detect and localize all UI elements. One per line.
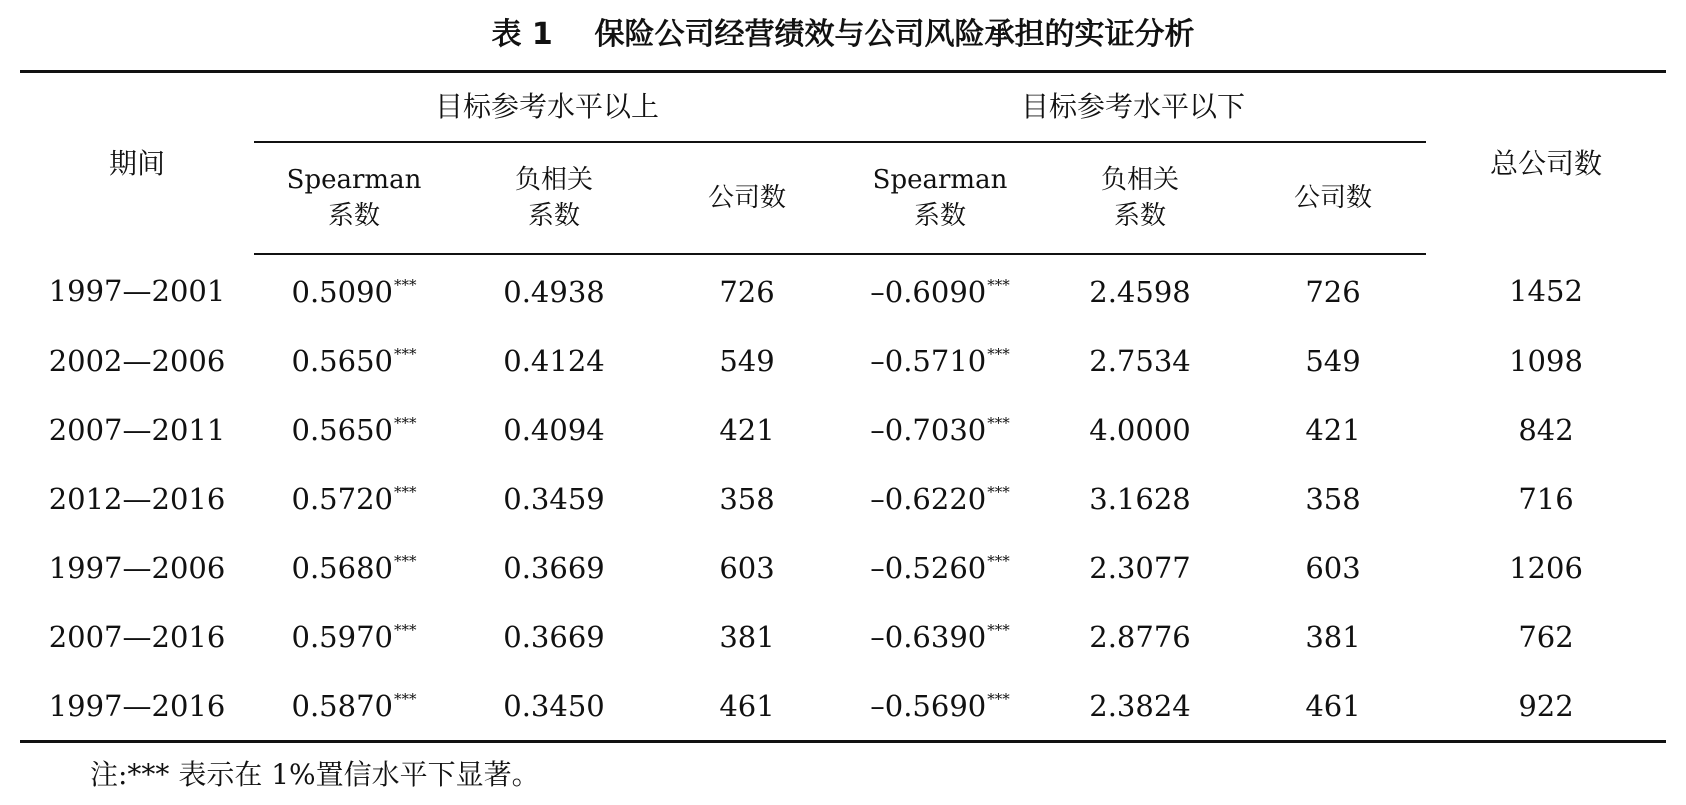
cell-value: –0.5260	[870, 550, 987, 585]
cell-value: 461	[1305, 688, 1361, 723]
cell-value: 0.3459	[503, 481, 605, 516]
cell-value: 2.8776	[1089, 619, 1191, 654]
cell-total	[1426, 464, 1666, 533]
cell-value: 0.3669	[503, 619, 605, 654]
cell-value: 2.3824	[1089, 688, 1191, 723]
cell-value: 842	[1518, 412, 1574, 447]
cell-value: 0.4938	[503, 274, 605, 309]
cell-below-spearman	[840, 533, 1040, 602]
cell-value: 549	[719, 343, 775, 378]
cell-above-count	[654, 533, 840, 602]
cell-below-neg	[1040, 326, 1240, 395]
cell-value: 1997—2006	[48, 550, 226, 585]
cell-below-neg	[1040, 254, 1240, 326]
cell-below-count	[1240, 533, 1426, 602]
cell-period	[20, 464, 254, 533]
header-row-groups	[20, 72, 1666, 143]
cell-value: 0.5680	[291, 550, 393, 585]
period-header-label: 期间	[108, 146, 165, 180]
below-count-label: 公司数	[1293, 183, 1372, 213]
cell-value: –0.5710	[870, 343, 987, 378]
above-spearman-header	[254, 142, 454, 254]
cell-value: –0.5690	[870, 688, 987, 723]
cell-total	[1426, 326, 1666, 395]
cell-below-neg	[1040, 602, 1240, 671]
cell-below-spearman	[840, 602, 1040, 671]
results-table	[20, 70, 1666, 743]
cell-above-count	[654, 464, 840, 533]
table-header	[20, 72, 1666, 255]
cell-above-neg	[454, 326, 654, 395]
below-spearman-line1: Spearman	[872, 165, 1008, 195]
cell-value: 922	[1518, 688, 1574, 723]
table-caption: 表 1 保险公司经营绩效与公司风险承担的实证分析	[491, 17, 1195, 52]
total-header	[1426, 72, 1666, 255]
cell-below-count	[1240, 671, 1426, 742]
cell-value: 0.3669	[503, 550, 605, 585]
cell-above-spearman	[254, 254, 454, 326]
cell-below-count	[1240, 464, 1426, 533]
cell-above-spearman	[254, 533, 454, 602]
cell-value: 0.4124	[503, 343, 605, 378]
cell-period	[20, 395, 254, 464]
cell-value: 716	[1518, 481, 1574, 516]
total-header-label: 总公司数	[1489, 146, 1602, 180]
cell-below-count	[1240, 602, 1426, 671]
cell-above-neg	[454, 602, 654, 671]
cell-value: 603	[1305, 550, 1361, 585]
group-above-label: 目标参考水平以上	[434, 90, 659, 123]
significance-marker: ***	[987, 275, 1010, 294]
cell-value: 381	[1305, 619, 1361, 654]
cell-below-neg	[1040, 395, 1240, 464]
above-count-label: 公司数	[707, 183, 786, 213]
cell-above-spearman	[254, 326, 454, 395]
cell-value: –0.6220	[870, 481, 987, 516]
cell-value: –0.6390	[870, 619, 987, 654]
table-row	[20, 671, 1666, 742]
significance-marker: ***	[393, 551, 417, 570]
below-neg-header	[1040, 142, 1240, 254]
cell-value: 0.5970	[291, 619, 393, 654]
cell-above-count	[654, 254, 840, 326]
above-neg-line2: 系数	[527, 201, 580, 231]
cell-value: 0.5650	[291, 412, 393, 447]
cell-below-spearman	[840, 326, 1040, 395]
cell-below-count	[1240, 254, 1426, 326]
significance-marker: ***	[393, 275, 417, 294]
cell-value: 2012—2016	[48, 481, 226, 516]
below-spearman-line2: 系数	[913, 201, 966, 231]
cell-value: 2007—2016	[48, 619, 226, 654]
cell-below-count	[1240, 326, 1426, 395]
above-neg-header	[454, 142, 654, 254]
cell-value: 3.1628	[1089, 481, 1191, 516]
cell-period	[20, 671, 254, 742]
cell-above-neg	[454, 533, 654, 602]
table-note: 注:*** 表示在 1%置信水平下显著。	[90, 758, 540, 791]
cell-value: 0.5720	[291, 481, 393, 516]
group-below-header	[840, 72, 1426, 143]
cell-value: 2.7534	[1089, 343, 1191, 378]
cell-value: 762	[1518, 619, 1574, 654]
cell-total	[1426, 533, 1666, 602]
significance-marker: ***	[987, 482, 1010, 501]
table-body	[20, 254, 1666, 742]
cell-above-spearman	[254, 671, 454, 742]
significance-marker: ***	[987, 551, 1010, 570]
cell-above-count	[654, 602, 840, 671]
below-neg-line1: 负相关	[1100, 165, 1179, 195]
header-row-columns	[20, 142, 1666, 254]
cell-above-neg	[454, 671, 654, 742]
cell-below-neg	[1040, 533, 1240, 602]
table-row	[20, 254, 1666, 326]
cell-value: 2002—2006	[48, 343, 226, 378]
cell-above-spearman	[254, 602, 454, 671]
cell-period	[20, 602, 254, 671]
cell-value: 0.5650	[291, 343, 393, 378]
cell-value: 0.3450	[503, 688, 605, 723]
significance-marker: ***	[987, 620, 1010, 639]
cell-total	[1426, 254, 1666, 326]
cell-value: 1452	[1509, 274, 1583, 308]
cell-below-neg	[1040, 671, 1240, 742]
cell-below-count	[1240, 395, 1426, 464]
below-neg-line2: 系数	[1113, 201, 1166, 231]
table-row	[20, 395, 1666, 464]
cell-value: 1098	[1509, 343, 1583, 378]
cell-value: 603	[719, 550, 775, 585]
significance-marker: ***	[393, 413, 417, 432]
table-row	[20, 602, 1666, 671]
cell-value: 1997—2016	[48, 688, 226, 723]
cell-value: 0.5090	[291, 274, 393, 309]
cell-value: 381	[719, 619, 775, 654]
cell-period	[20, 533, 254, 602]
cell-value: –0.7030	[870, 412, 987, 447]
group-above-header	[254, 72, 840, 143]
cell-value: 1206	[1509, 550, 1583, 585]
cell-below-spearman	[840, 671, 1040, 742]
cell-value: 358	[719, 481, 775, 516]
cell-above-neg	[454, 464, 654, 533]
cell-value: 0.5870	[291, 688, 393, 723]
cell-above-spearman	[254, 395, 454, 464]
below-count-header	[1240, 142, 1426, 254]
cell-value: 4.0000	[1089, 412, 1191, 447]
cell-value: 461	[719, 688, 775, 723]
cell-total	[1426, 395, 1666, 464]
above-neg-line1: 负相关	[514, 165, 593, 195]
cell-value: 549	[1305, 343, 1361, 378]
cell-period	[20, 254, 254, 326]
significance-marker: ***	[393, 689, 417, 708]
below-spearman-header	[840, 142, 1040, 254]
significance-marker: ***	[987, 413, 1010, 432]
above-count-header	[654, 142, 840, 254]
cell-value: 2007—2011	[48, 412, 226, 447]
cell-total	[1426, 602, 1666, 671]
significance-marker: ***	[987, 689, 1010, 708]
cell-above-spearman	[254, 464, 454, 533]
cell-above-neg	[454, 395, 654, 464]
cell-value: 0.4094	[503, 412, 605, 447]
cell-value: 421	[1305, 412, 1361, 447]
significance-marker: ***	[393, 482, 417, 501]
cell-value: 421	[719, 412, 775, 447]
table-row	[20, 464, 1666, 533]
cell-value: –0.6090	[870, 274, 987, 309]
significance-marker: ***	[393, 344, 417, 363]
significance-marker: ***	[987, 344, 1010, 363]
cell-value: 726	[719, 274, 775, 309]
cell-value: 2.3077	[1089, 550, 1191, 585]
above-spearman-line2: 系数	[327, 201, 380, 231]
cell-value: 2.4598	[1089, 274, 1191, 309]
significance-marker: ***	[393, 620, 417, 639]
table-row	[20, 326, 1666, 395]
cell-above-count	[654, 326, 840, 395]
cell-below-spearman	[840, 254, 1040, 326]
cell-above-count	[654, 395, 840, 464]
cell-period	[20, 326, 254, 395]
cell-value: 1997—2001	[48, 274, 226, 308]
cell-value: 726	[1305, 274, 1361, 309]
cell-value: 358	[1305, 481, 1361, 516]
cell-above-count	[654, 671, 840, 742]
cell-below-neg	[1040, 464, 1240, 533]
cell-above-neg	[454, 254, 654, 326]
above-spearman-line1: Spearman	[286, 165, 422, 195]
cell-total	[1426, 671, 1666, 742]
period-header	[20, 72, 254, 255]
cell-below-spearman	[840, 464, 1040, 533]
group-below-label: 目标参考水平以下	[1020, 90, 1245, 123]
cell-below-spearman	[840, 395, 1040, 464]
table-row	[20, 533, 1666, 602]
